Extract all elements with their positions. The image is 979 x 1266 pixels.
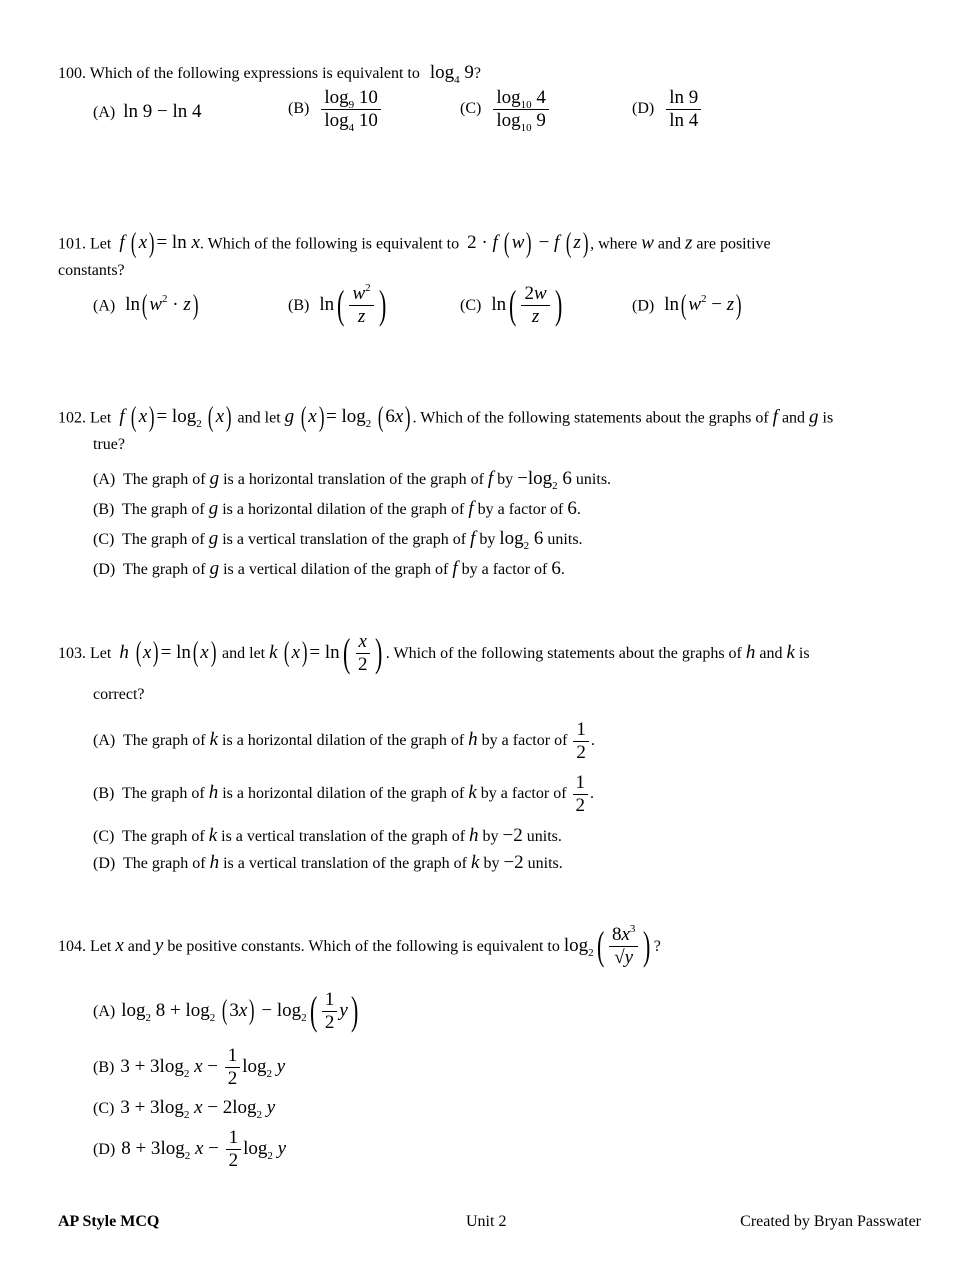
- q103-option-b[interactable]: (B) The graph of h is a horizontal dilation of the graph of k by a factor of $\frac{1}{2}$ .: [93, 772, 595, 816]
- q100-option-b[interactable]: (B) $\frac{\log_9 10}{\log_4 10}$: [288, 88, 383, 131]
- q101-stem-line1: 101. Let f (x)= ln x. Which of the following is equivalent to 2 · f (w) − f (z) , where w and z are positive: [58, 228, 771, 259]
- q102-stem-line1: 102. Let f $(x)= \log_2 (x)$ and let g $(x)= \log_2 (6x)$ . Which of the following statements about the graphs of f and g is: [58, 402, 834, 433]
- q100-option-d[interactable]: (D) $\frac{\ln 9}{\ln 4}$: [632, 88, 703, 131]
- q101-option-b[interactable]: (B) ln( $\frac{w^2}{z}$ ): [288, 282, 386, 328]
- q103-option-a[interactable]: (A) The graph of k is a horizontal dilation of the graph of h by a factor of $\frac{1}{2}$ .: [93, 719, 595, 763]
- q101-option-a[interactable]: (A) $\ln(w^2 \cdot z)$: [93, 290, 199, 321]
- footer-right: Created by Bryan Passwater: [740, 1213, 921, 1230]
- q102-option-b[interactable]: (B) The graph of g is a horizontal dilation of the graph of f by a factor of 6.: [93, 498, 581, 519]
- q104-stem: 104. Let x and y be positive constants. Which of the following is equivalent to $\log_2$( $\frac{8x^3}{√y}$ ) ?: [58, 923, 661, 969]
- q104-option-c[interactable]: (C) $3 + 3\log_2$ $x - 2\log_2$ y: [93, 1097, 276, 1121]
- q101-stem-line2: constants?: [58, 262, 125, 279]
- q102-option-c[interactable]: (C) The graph of g is a vertical translation of the graph of f by $\log_2 6$ units.: [93, 528, 583, 552]
- footer-left: AP Style MCQ: [58, 1213, 160, 1230]
- q102-stem-line2: true?: [93, 436, 125, 453]
- q100-option-a[interactable]: (A) ln 9 − ln 4: [93, 101, 202, 122]
- q103-stem-line2: correct?: [93, 686, 145, 703]
- q102-option-a[interactable]: (A) The graph of g is a horizontal translation of the graph of f by $-\log_2$ 6 units.: [93, 468, 612, 492]
- q100-option-c[interactable]: (C) $\frac{\log_{10} 4}{\log_{10} 9}$: [460, 88, 551, 131]
- q100-stem: 100. Which of the following expressions is equivalent to $\log_4 9$?: [58, 62, 482, 86]
- q103-option-d[interactable]: (D) The graph of h is a vertical translation of the graph of k by −2 units.: [93, 852, 563, 873]
- q104-option-d[interactable]: (D) $8 + 3\log_2$ x − $\frac{1}{2}$ $\log_2 y$: [93, 1127, 287, 1171]
- q101-option-c[interactable]: (C) ln( $\frac{2w}{z}$ ): [460, 282, 562, 328]
- q103-option-c[interactable]: (C) The graph of k is a vertical translation of the graph of h by −2 units.: [93, 825, 562, 846]
- q101-option-d[interactable]: (D) $\ln(w^2 - z)$: [632, 290, 742, 321]
- footer-center: Unit 2: [466, 1213, 507, 1230]
- q103-stem-line1: 103. Let h (x)= ln(x) and let k (x)= ln( $\frac{x}{2}$ ) . Which of the following statements about the graphs of h and k is: [58, 630, 810, 676]
- q102-option-d[interactable]: (D) The graph of g is a vertical dilation of the graph of f by a factor of 6.: [93, 558, 565, 579]
- q104-option-b[interactable]: (B) $3 + 3\log_2$ x − $\frac{1}{2}$ $\log_2 y$: [93, 1045, 286, 1089]
- q104-option-a[interactable]: (A) $\log_2 8 + \log_2 (3x) - \log_2$( $\frac{1}{2}$ y): [93, 988, 359, 1034]
